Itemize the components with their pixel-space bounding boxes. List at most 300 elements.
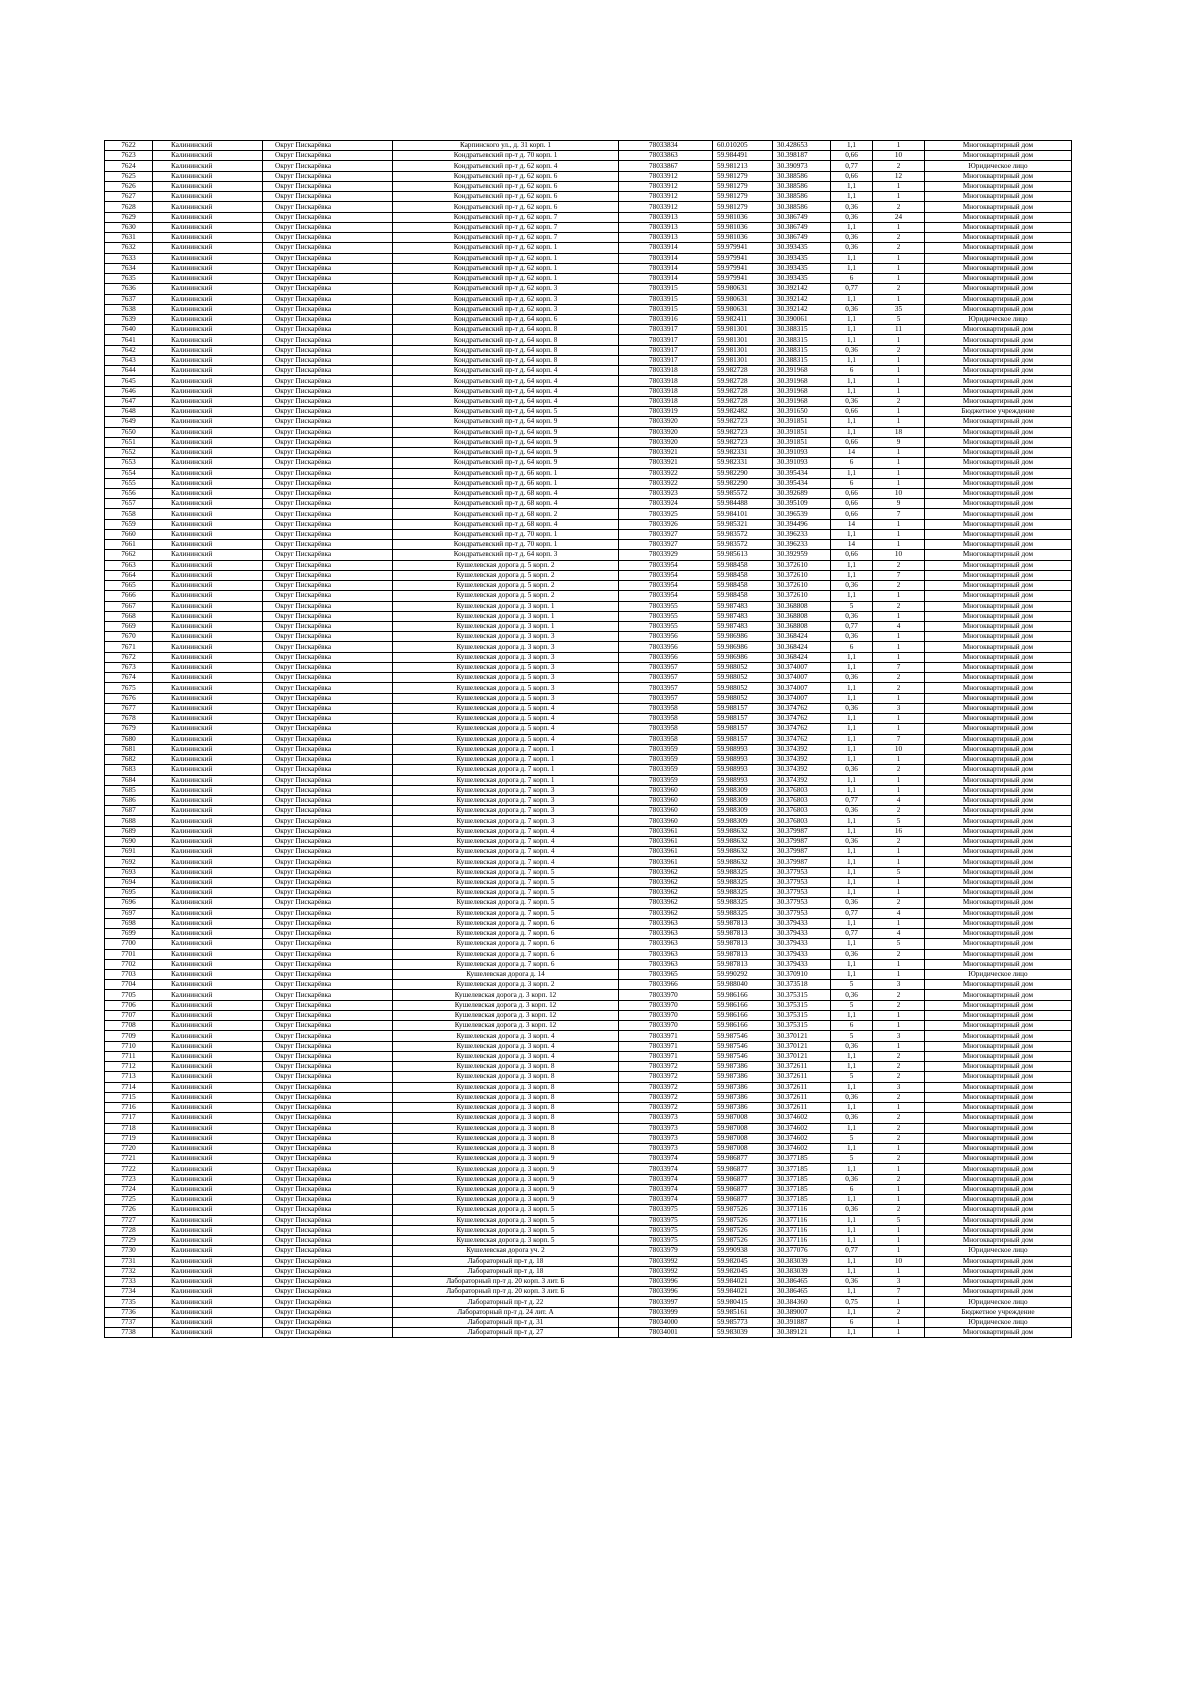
cell-count: 1 [873, 1236, 925, 1246]
cell-longitude: 30.377953 [773, 877, 831, 887]
table-row [105, 478, 1072, 488]
table-row [105, 263, 1072, 273]
cell-address: Кондратьевский пр-т д. 62 корп. 7 [393, 233, 619, 243]
cell-object-type: Многоквартирный дом [925, 1277, 1072, 1287]
cell-district: Калининский [153, 1215, 263, 1225]
cell-count: 2 [873, 1133, 925, 1143]
cell-longitude: 30.372611 [773, 1072, 831, 1082]
cell-latitude: 59.988993 [713, 744, 773, 754]
cell-code: 78033999 [619, 1307, 713, 1317]
table-row [105, 304, 1072, 314]
table-row [105, 765, 1072, 775]
cell-address: Кондратьевский пр-т д. 64 корп. 4 [393, 376, 619, 386]
cell-address: Кушелевская дорога д. 3 корп. 8 [393, 1082, 619, 1092]
cell-code: 78033924 [619, 499, 713, 509]
cell-district: Калининский [153, 355, 263, 365]
cell-volume: 1,1 [831, 1051, 873, 1061]
cell-municipality: Округ Пискарёвка [263, 529, 393, 539]
cell-volume: 0,77 [831, 1246, 873, 1256]
table-row [105, 499, 1072, 509]
cell-latitude: 59.986877 [713, 1164, 773, 1174]
cell-longitude: 30.379987 [773, 847, 831, 857]
cell-longitude: 30.374392 [773, 744, 831, 754]
cell-district: Калининский [153, 488, 263, 498]
cell-object-type: Многоквартирный дом [925, 1082, 1072, 1092]
cell-object-type: Юридическое лицо [925, 314, 1072, 324]
cell-object-type: Многоквартирный дом [925, 683, 1072, 693]
cell-address: Кондратьевский пр-т д. 62 корп. 1 [393, 263, 619, 273]
cell-district: Калининский [153, 263, 263, 273]
cell-row-number: 7662 [105, 550, 153, 560]
cell-count: 1 [873, 448, 925, 458]
cell-district: Калининский [153, 1225, 263, 1235]
table-row [105, 141, 1072, 151]
cell-latitude: 59.986166 [713, 1021, 773, 1031]
cell-municipality: Округ Пискарёвка [263, 703, 393, 713]
cell-address: Кондратьевский пр-т д. 64 корп. 8 [393, 355, 619, 365]
cell-district: Калининский [153, 1092, 263, 1102]
cell-longitude: 30.386749 [773, 233, 831, 243]
cell-address: Кушелевская дорога д. 3 корп. 5 [393, 1205, 619, 1215]
cell-longitude: 30.428653 [773, 141, 831, 151]
cell-longitude: 30.392959 [773, 550, 831, 560]
cell-volume: 1,1 [831, 181, 873, 191]
cell-count: 7 [873, 1287, 925, 1297]
cell-object-type: Многоквартирный дом [925, 171, 1072, 181]
cell-code: 78033915 [619, 304, 713, 314]
cell-latitude: 59.981301 [713, 325, 773, 335]
cell-count: 1 [873, 1041, 925, 1051]
cell-row-number: 7675 [105, 683, 153, 693]
cell-longitude: 30.393435 [773, 263, 831, 273]
cell-row-number: 7725 [105, 1195, 153, 1205]
cell-address: Кушелевская дорога д. 3 корп. 8 [393, 1103, 619, 1113]
cell-district: Калининский [153, 806, 263, 816]
cell-district: Калининский [153, 212, 263, 222]
cell-object-type: Многоквартирный дом [925, 1256, 1072, 1266]
cell-volume: 0,66 [831, 437, 873, 447]
cell-object-type: Многоквартирный дом [925, 796, 1072, 806]
cell-row-number: 7689 [105, 826, 153, 836]
cell-code: 78034000 [619, 1317, 713, 1327]
cell-municipality: Округ Пискарёвка [263, 355, 393, 365]
cell-count: 1 [873, 1143, 925, 1153]
cell-longitude: 30.370910 [773, 969, 831, 979]
cell-count: 2 [873, 1174, 925, 1184]
cell-latitude: 59.982723 [713, 417, 773, 427]
cell-latitude: 59.981036 [713, 212, 773, 222]
table-row [105, 1225, 1072, 1235]
cell-code: 78033957 [619, 673, 713, 683]
cell-volume: 0,66 [831, 499, 873, 509]
cell-volume: 1,1 [831, 1225, 873, 1235]
table-row [105, 540, 1072, 550]
cell-address: Кушелевская дорога д. 3 корп. 3 [393, 652, 619, 662]
cell-latitude: 59.979941 [713, 243, 773, 253]
cell-address: Кушелевская дорога д. 3 корп. 3 [393, 632, 619, 642]
cell-longitude: 30.388315 [773, 335, 831, 345]
cell-address: Кондратьевский пр-т д. 62 корп. 7 [393, 212, 619, 222]
cell-latitude: 59.981279 [713, 192, 773, 202]
table-row [105, 1184, 1072, 1194]
cell-district: Калининский [153, 1195, 263, 1205]
cell-longitude: 30.375315 [773, 990, 831, 1000]
cell-district: Калининский [153, 560, 263, 570]
table-row [105, 253, 1072, 263]
cell-longitude: 30.374762 [773, 734, 831, 744]
cell-municipality: Округ Пискарёвка [263, 1051, 393, 1061]
cell-volume: 1,1 [831, 662, 873, 672]
cell-municipality: Округ Пискарёвка [263, 611, 393, 621]
cell-municipality: Округ Пискарёвка [263, 1225, 393, 1235]
cell-count: 3 [873, 1082, 925, 1092]
cell-count: 10 [873, 1256, 925, 1266]
cell-object-type: Многоквартирный дом [925, 724, 1072, 734]
cell-row-number: 7704 [105, 980, 153, 990]
cell-district: Калининский [153, 366, 263, 376]
cell-municipality: Округ Пискарёвка [263, 1287, 393, 1297]
cell-code: 78033918 [619, 386, 713, 396]
cell-count: 1 [873, 1195, 925, 1205]
table-row [105, 662, 1072, 672]
cell-volume: 0,36 [831, 1205, 873, 1215]
cell-volume: 1,1 [831, 1287, 873, 1297]
cell-longitude: 30.374602 [773, 1133, 831, 1143]
cell-volume: 1,1 [831, 714, 873, 724]
cell-count: 1 [873, 888, 925, 898]
cell-address: Кушелевская дорога д. 3 корп. 1 [393, 622, 619, 632]
table-row [105, 734, 1072, 744]
cell-address: Кушелевская дорога д. 5 корп. 3 [393, 673, 619, 683]
cell-district: Калининский [153, 1103, 263, 1113]
cell-volume: 1,1 [831, 1307, 873, 1317]
cell-address: Кушелевская дорога д. 3 корп. 3 [393, 642, 619, 652]
cell-row-number: 7730 [105, 1246, 153, 1256]
cell-object-type: Многоквартирный дом [925, 243, 1072, 253]
cell-count: 2 [873, 1123, 925, 1133]
cell-address: Кушелевская дорога д. 3 корп. 8 [393, 1062, 619, 1072]
cell-municipality: Округ Пискарёвка [263, 550, 393, 560]
cell-object-type: Многоквартирный дом [925, 857, 1072, 867]
cell-volume: 0,66 [831, 151, 873, 161]
cell-volume: 1,1 [831, 1103, 873, 1113]
cell-row-number: 7631 [105, 233, 153, 243]
cell-municipality: Округ Пискарёвка [263, 581, 393, 591]
cell-longitude: 30.391650 [773, 407, 831, 417]
cell-count: 12 [873, 171, 925, 181]
cell-district: Калининский [153, 652, 263, 662]
cell-latitude: 59.987526 [713, 1205, 773, 1215]
cell-municipality: Округ Пискарёвка [263, 1010, 393, 1020]
cell-address: Лабораторный пр-т д. 18 [393, 1266, 619, 1276]
cell-code: 78033996 [619, 1277, 713, 1287]
cell-volume: 1,1 [831, 529, 873, 539]
cell-latitude: 59.988157 [713, 724, 773, 734]
cell-code: 78033954 [619, 591, 713, 601]
table-row [105, 857, 1072, 867]
cell-longitude: 30.377953 [773, 867, 831, 877]
cell-count: 10 [873, 151, 925, 161]
cell-row-number: 7676 [105, 693, 153, 703]
cell-latitude: 60.010205 [713, 141, 773, 151]
cell-volume: 1,1 [831, 468, 873, 478]
cell-municipality: Округ Пискарёвка [263, 847, 393, 857]
cell-volume: 1,1 [831, 1123, 873, 1133]
cell-longitude: 30.374762 [773, 714, 831, 724]
cell-object-type: Многоквартирный дом [925, 355, 1072, 365]
cell-row-number: 7718 [105, 1123, 153, 1133]
cell-count: 1 [873, 775, 925, 785]
cell-code: 78033966 [619, 980, 713, 990]
cell-address: Кушелевская дорога д. 7 корп. 4 [393, 836, 619, 846]
cell-district: Калининский [153, 857, 263, 867]
cell-count: 4 [873, 908, 925, 918]
cell-address: Кушелевская дорога д. 3 корп. 1 [393, 611, 619, 621]
cell-row-number: 7646 [105, 386, 153, 396]
cell-object-type: Многоквартирный дом [925, 1266, 1072, 1276]
cell-district: Калининский [153, 1307, 263, 1317]
table-row [105, 1051, 1072, 1061]
cell-address: Кушелевская дорога д. 7 корп. 4 [393, 826, 619, 836]
cell-object-type: Многоквартирный дом [925, 335, 1072, 345]
cell-latitude: 59.986986 [713, 652, 773, 662]
cell-address: Кушелевская дорога д. 3 корп. 12 [393, 990, 619, 1000]
cell-volume: 1,1 [831, 417, 873, 427]
cell-code: 78033961 [619, 857, 713, 867]
cell-district: Калининский [153, 325, 263, 335]
cell-code: 78033972 [619, 1103, 713, 1113]
cell-row-number: 7691 [105, 847, 153, 857]
cell-longitude: 30.377116 [773, 1236, 831, 1246]
cell-code: 78033973 [619, 1123, 713, 1133]
cell-object-type: Юридическое лицо [925, 161, 1072, 171]
cell-latitude: 59.981213 [713, 161, 773, 171]
cell-code: 78033919 [619, 407, 713, 417]
cell-volume: 1,1 [831, 1143, 873, 1153]
cell-latitude: 59.987483 [713, 622, 773, 632]
cell-municipality: Округ Пискарёвка [263, 212, 393, 222]
cell-district: Калининский [153, 1010, 263, 1020]
table-row [105, 683, 1072, 693]
cell-address: Кушелевская дорога д. 3 корп. 12 [393, 1010, 619, 1020]
cell-latitude: 59.979941 [713, 263, 773, 273]
cell-address: Кондратьевский пр-т д. 64 корп. 9 [393, 458, 619, 468]
cell-volume: 0,66 [831, 488, 873, 498]
cell-row-number: 7697 [105, 908, 153, 918]
cell-row-number: 7714 [105, 1082, 153, 1092]
cell-code: 78033927 [619, 529, 713, 539]
cell-district: Калининский [153, 468, 263, 478]
cell-latitude: 59.988993 [713, 775, 773, 785]
cell-district: Калининский [153, 1021, 263, 1031]
cell-longitude: 30.391093 [773, 448, 831, 458]
cell-address: Кушелевская дорога д. 3 корп. 8 [393, 1072, 619, 1082]
cell-address: Лабораторный пр-т д. 22 [393, 1297, 619, 1307]
cell-code: 78033970 [619, 1010, 713, 1020]
cell-object-type: Многоквартирный дом [925, 212, 1072, 222]
table-row [105, 488, 1072, 498]
cell-object-type: Многоквартирный дом [925, 806, 1072, 816]
cell-longitude: 30.368808 [773, 611, 831, 621]
cell-count: 1 [873, 181, 925, 191]
cell-district: Калининский [153, 233, 263, 243]
cell-address: Кушелевская дорога д. 5 корп. 4 [393, 714, 619, 724]
cell-longitude: 30.376803 [773, 785, 831, 795]
cell-address: Кондратьевский пр-т д. 62 корп. 4 [393, 161, 619, 171]
table-row [105, 898, 1072, 908]
cell-code: 78033922 [619, 468, 713, 478]
cell-count: 1 [873, 417, 925, 427]
cell-longitude: 30.374392 [773, 765, 831, 775]
cell-code: 78033920 [619, 427, 713, 437]
cell-district: Калининский [153, 1297, 263, 1307]
cell-row-number: 7663 [105, 560, 153, 570]
cell-longitude: 30.386749 [773, 212, 831, 222]
cell-volume: 0,36 [831, 990, 873, 1000]
cell-code: 78033979 [619, 1246, 713, 1256]
cell-district: Калининский [153, 918, 263, 928]
cell-longitude: 30.388315 [773, 355, 831, 365]
cell-address: Кушелевская дорога д. 3 корп. 4 [393, 1041, 619, 1051]
cell-volume: 5 [831, 1000, 873, 1010]
cell-row-number: 7724 [105, 1184, 153, 1194]
cell-latitude: 59.988458 [713, 591, 773, 601]
cell-district: Калининский [153, 744, 263, 754]
cell-latitude: 59.980415 [713, 1297, 773, 1307]
cell-volume: 0,36 [831, 836, 873, 846]
cell-count: 2 [873, 673, 925, 683]
cell-municipality: Округ Пискарёвка [263, 1277, 393, 1287]
cell-district: Калининский [153, 1143, 263, 1153]
cell-address: Кушелевская дорога д. 3 корп. 8 [393, 1123, 619, 1133]
cell-volume: 5 [831, 1031, 873, 1041]
cell-district: Калининский [153, 1041, 263, 1051]
table-row [105, 1287, 1072, 1297]
cell-municipality: Округ Пискарёвка [263, 990, 393, 1000]
cell-count: 1 [873, 192, 925, 202]
cell-object-type: Многоквартирный дом [925, 263, 1072, 273]
cell-row-number: 7622 [105, 141, 153, 151]
cell-count: 1 [873, 478, 925, 488]
cell-latitude: 59.988052 [713, 662, 773, 672]
cell-latitude: 59.988325 [713, 877, 773, 887]
cell-object-type: Многоквартирный дом [925, 1051, 1072, 1061]
cell-longitude: 30.375315 [773, 1021, 831, 1031]
cell-object-type: Многоквартирный дом [925, 734, 1072, 744]
cell-row-number: 7721 [105, 1154, 153, 1164]
cell-district: Калининский [153, 1287, 263, 1297]
table-row [105, 755, 1072, 765]
cell-count: 2 [873, 683, 925, 693]
cell-object-type: Многоквартирный дом [925, 304, 1072, 314]
cell-code: 78033955 [619, 611, 713, 621]
cell-count: 2 [873, 898, 925, 908]
cell-latitude: 59.981301 [713, 355, 773, 365]
cell-object-type: Многоквартирный дом [925, 1000, 1072, 1010]
table-row [105, 867, 1072, 877]
cell-longitude: 30.390973 [773, 161, 831, 171]
table-row [105, 929, 1072, 939]
cell-latitude: 59.984101 [713, 509, 773, 519]
cell-latitude: 59.985572 [713, 488, 773, 498]
cell-district: Калининский [153, 171, 263, 181]
cell-latitude: 59.982723 [713, 437, 773, 447]
cell-object-type: Многоквартирный дом [925, 826, 1072, 836]
cell-municipality: Округ Пискарёвка [263, 908, 393, 918]
cell-municipality: Округ Пискарёвка [263, 949, 393, 959]
cell-row-number: 7632 [105, 243, 153, 253]
cell-latitude: 59.988993 [713, 755, 773, 765]
cell-row-number: 7668 [105, 611, 153, 621]
cell-count: 1 [873, 1225, 925, 1235]
cell-address: Лабораторный пр-т д. 31 [393, 1317, 619, 1327]
cell-district: Калининский [153, 796, 263, 806]
cell-count: 1 [873, 1297, 925, 1307]
cell-volume: 1,1 [831, 693, 873, 703]
cell-volume: 1,1 [831, 816, 873, 826]
cell-object-type: Многоквартирный дом [925, 1205, 1072, 1215]
cell-code: 78033975 [619, 1215, 713, 1225]
cell-volume: 0,36 [831, 765, 873, 775]
cell-object-type: Многоквартирный дом [925, 785, 1072, 795]
cell-volume: 0,36 [831, 202, 873, 212]
cell-address: Лабораторный пр-т д. 24 лит. А [393, 1307, 619, 1317]
cell-volume: 0,36 [831, 806, 873, 816]
table-row [105, 1123, 1072, 1133]
cell-volume: 1,1 [831, 1062, 873, 1072]
cell-address: Кушелевская дорога д. 3 корп. 9 [393, 1164, 619, 1174]
cell-address: Кондратьевский пр-т д. 62 корп. 1 [393, 253, 619, 263]
cell-count: 9 [873, 437, 925, 447]
cell-volume: 0,75 [831, 1297, 873, 1307]
cell-municipality: Округ Пискарёвка [263, 1215, 393, 1225]
cell-object-type: Юридическое лицо [925, 1246, 1072, 1256]
cell-municipality: Округ Пискарёвка [263, 366, 393, 376]
cell-longitude: 30.377953 [773, 888, 831, 898]
cell-volume: 1,1 [831, 192, 873, 202]
cell-object-type: Многоквартирный дом [925, 990, 1072, 1000]
cell-latitude: 59.988325 [713, 908, 773, 918]
cell-district: Калининский [153, 376, 263, 386]
cell-count: 1 [873, 366, 925, 376]
cell-address: Кондратьевский пр-т д. 62 корп. 1 [393, 274, 619, 284]
cell-address: Кушелевская дорога д. 7 корп. 3 [393, 816, 619, 826]
cell-latitude: 59.982290 [713, 468, 773, 478]
cell-district: Калининский [153, 1236, 263, 1246]
cell-volume: 1,1 [831, 1164, 873, 1174]
cell-volume: 0,36 [831, 1041, 873, 1051]
cell-count: 7 [873, 734, 925, 744]
cell-row-number: 7734 [105, 1287, 153, 1297]
cell-count: 5 [873, 314, 925, 324]
cell-object-type: Многоквартирный дом [925, 601, 1072, 611]
cell-longitude: 30.374007 [773, 673, 831, 683]
cell-volume: 0,36 [831, 898, 873, 908]
cell-district: Калининский [153, 908, 263, 918]
cell-code: 78033961 [619, 847, 713, 857]
cell-object-type: Многоквартирный дом [925, 468, 1072, 478]
cell-district: Калининский [153, 693, 263, 703]
cell-row-number: 7640 [105, 325, 153, 335]
cell-code: 78033962 [619, 908, 713, 918]
cell-latitude: 59.990938 [713, 1246, 773, 1256]
cell-address: Кондратьевский пр-т д. 64 корп. 8 [393, 345, 619, 355]
cell-count: 2 [873, 836, 925, 846]
cell-row-number: 7701 [105, 949, 153, 959]
cell-count: 1 [873, 1246, 925, 1256]
cell-address: Кондратьевский пр-т д. 68 корп. 4 [393, 488, 619, 498]
cell-address: Кушелевская дорога д. 5 корп. 4 [393, 734, 619, 744]
